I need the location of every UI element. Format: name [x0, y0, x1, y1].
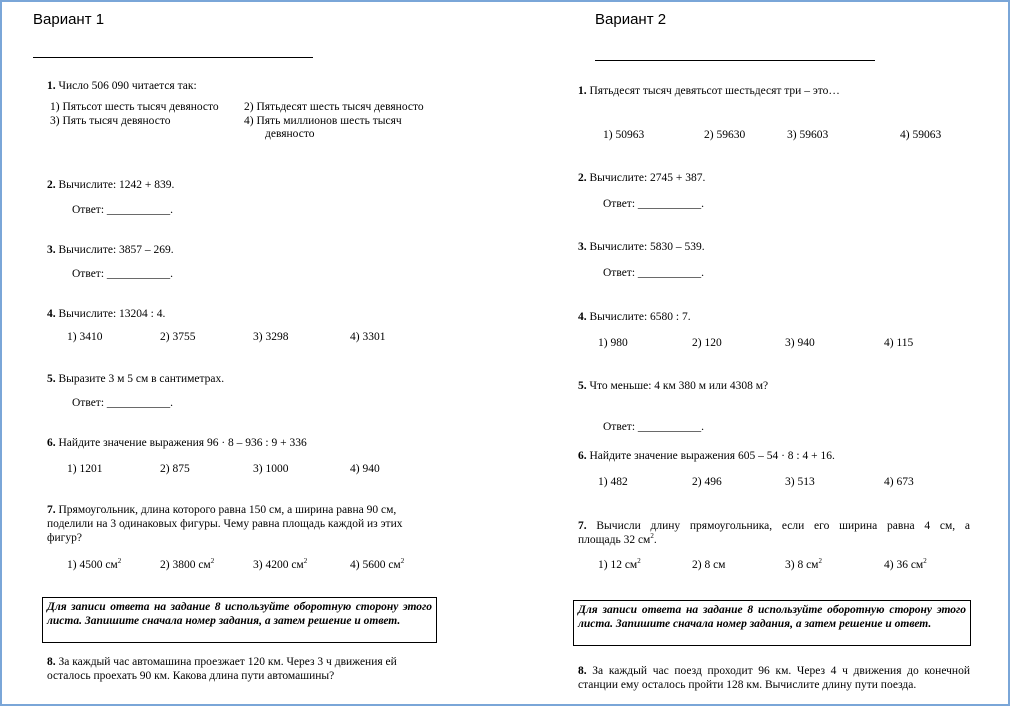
- v1-q7-option-4: 4) 5600 $см^2$: [350, 557, 405, 571]
- v1-q6-option-2: 2) 875: [160, 463, 190, 475]
- v2-question-7: 7. Вычисли длину прямоугольника, если его ширина равна 4 см, а: [578, 520, 970, 532]
- v2-q8-line-2: станции ему осталось пройти 128 км. Вычислите длину пути поезда.: [578, 679, 917, 691]
- v1-q3-answer: Ответ: ___________.: [72, 268, 174, 280]
- v1-question-5: 5. Выразите 3 м 5 см в сантиметрах.: [47, 373, 225, 385]
- v1-instruction-box: Для записи ответа на задание 8 используйте оборотную сторону этого листа. Запишите сначала номер задания, а затем решение и ответ.: [42, 597, 437, 643]
- v2-q7-option-4: 4) 36 $см^2$: [884, 557, 927, 571]
- v1-q1-option-4: 4) Пять миллионов шесть тысяч: [244, 115, 402, 127]
- v2-q7-option-1: 1) 12 $см^2$: [598, 557, 641, 571]
- v1-q4-option-4: 4) 3301: [350, 331, 386, 343]
- v1-q7-option-1: 1) 4500 $см^2$: [67, 557, 122, 571]
- v1-question-3: 3. Вычислите: 3857 – 269.: [47, 244, 174, 256]
- v1-q4-option-1: 1) 3410: [67, 331, 103, 343]
- v2-question-6: 6. Найдите значение выражения 605 – 54 · 8 : 4 + 16.: [578, 450, 835, 462]
- v2-q6-option-4: 4) 673: [884, 476, 914, 488]
- v1-q1-option-4-cont: девяносто: [265, 128, 315, 140]
- v2-q1-option-4: 4) 59063: [900, 129, 942, 141]
- v2-q4-option-2: 2) 120: [692, 337, 722, 349]
- v2-q7-option-2: 2) 8 см: [692, 559, 726, 571]
- v2-q4-option-1: 1) 980: [598, 337, 628, 349]
- v2-q3-answer: Ответ: ___________.: [603, 267, 705, 279]
- v2-q7-line-2: площадь 32 $см^2$.: [578, 532, 657, 546]
- v1-q6-option-4: 4) 940: [350, 463, 380, 475]
- v2-question-4: 4. Вычислите: 6580 : 7.: [578, 311, 691, 323]
- v1-question-2: 2. Вычислите: 1242 + 839.: [47, 179, 175, 191]
- v1-question-8: 8. За каждый час автомашина проезжает 120 км. Через 3 ч движения ей: [47, 656, 397, 668]
- v1-q1-option-2: 2) Пятьдесят шесть тысяч девяносто: [244, 101, 424, 113]
- v2-question-1: 1. Пятьдесят тысяч девятьсот шестьдесят три – это…: [578, 85, 840, 97]
- v2-q2-answer: Ответ: ___________.: [603, 198, 705, 210]
- v2-question-8: 8. За каждый час поезд проходит 96 км. Через 4 ч движения до конечной: [578, 665, 970, 677]
- v2-question-5: 5. Что меньше: 4 км 380 м или 4308 м?: [578, 380, 769, 392]
- variant-1-title: Вариант 1: [33, 11, 105, 28]
- v2-q1-option-2: 2) 59630: [704, 129, 746, 141]
- v2-q1-option-3: 3) 59603: [787, 129, 829, 141]
- v1-q6-option-3: 3) 1000: [253, 463, 289, 475]
- v2-q6-option-1: 1) 482: [598, 476, 628, 488]
- v1-q2-answer: Ответ: ___________.: [72, 204, 174, 216]
- v1-q7-line-2: поделили на 3 одинаковых фигуры. Чему равна площадь каждой из этих: [47, 518, 403, 530]
- v2-q6-option-2: 2) 496: [692, 476, 722, 488]
- v1-q7-option-2: 2) 3800 $см^2$: [160, 557, 215, 571]
- v2-q4-option-4: 4) 115: [884, 337, 914, 349]
- v2-q7-option-3: 3) 8 $см^2$: [785, 557, 822, 571]
- v2-q6-option-3: 3) 513: [785, 476, 815, 488]
- v1-q7-option-3: 3) 4200 $см^2$: [253, 557, 308, 571]
- v2-q1-option-1: 1) 50963: [603, 129, 645, 141]
- v2-question-3: 3. Вычислите: 5830 – 539.: [578, 241, 705, 253]
- v1-question-6: 6. Найдите значение выражения 96 · 8 – 936 : 9 + 336: [47, 437, 307, 449]
- v1-q7-line-3: фигур?: [47, 532, 82, 544]
- v1-q5-answer: Ответ: ___________.: [72, 397, 174, 409]
- variant-1-name-line: [33, 57, 313, 58]
- v2-q4-option-3: 3) 940: [785, 337, 815, 349]
- variant-2-title: Вариант 2: [595, 11, 667, 28]
- v1-question-1: 1. Число 506 090 читается так:: [47, 80, 197, 92]
- v2-instruction-box: Для записи ответа на задание 8 используйте оборотную сторону этого листа. Запишите сначала номер задания, а затем решение и ответ.: [573, 600, 971, 646]
- v1-q4-option-2: 2) 3755: [160, 331, 196, 343]
- v1-q4-option-3: 3) 3298: [253, 331, 289, 343]
- v1-q1-option-3: 3) Пять тысяч девяносто: [50, 115, 171, 127]
- variant-2-name-line: [595, 60, 875, 61]
- v1-q8-line-2: осталось проехать 90 км. Какова длина пути автомашины?: [47, 670, 335, 682]
- v1-question-7: 7. Прямоугольник, длина которого равна 150 см, а ширина равна 90 см,: [47, 504, 397, 516]
- v2-q5-answer: Ответ: ___________.: [603, 421, 705, 433]
- v1-q6-option-1: 1) 1201: [67, 463, 103, 475]
- v1-question-4: 4. Вычислите: 13204 : 4.: [47, 308, 166, 320]
- v2-question-2: 2. Вычислите: 2745 + 387.: [578, 172, 706, 184]
- v1-q1-option-1: 1) Пятьсот шесть тысяч девяносто: [50, 101, 219, 113]
